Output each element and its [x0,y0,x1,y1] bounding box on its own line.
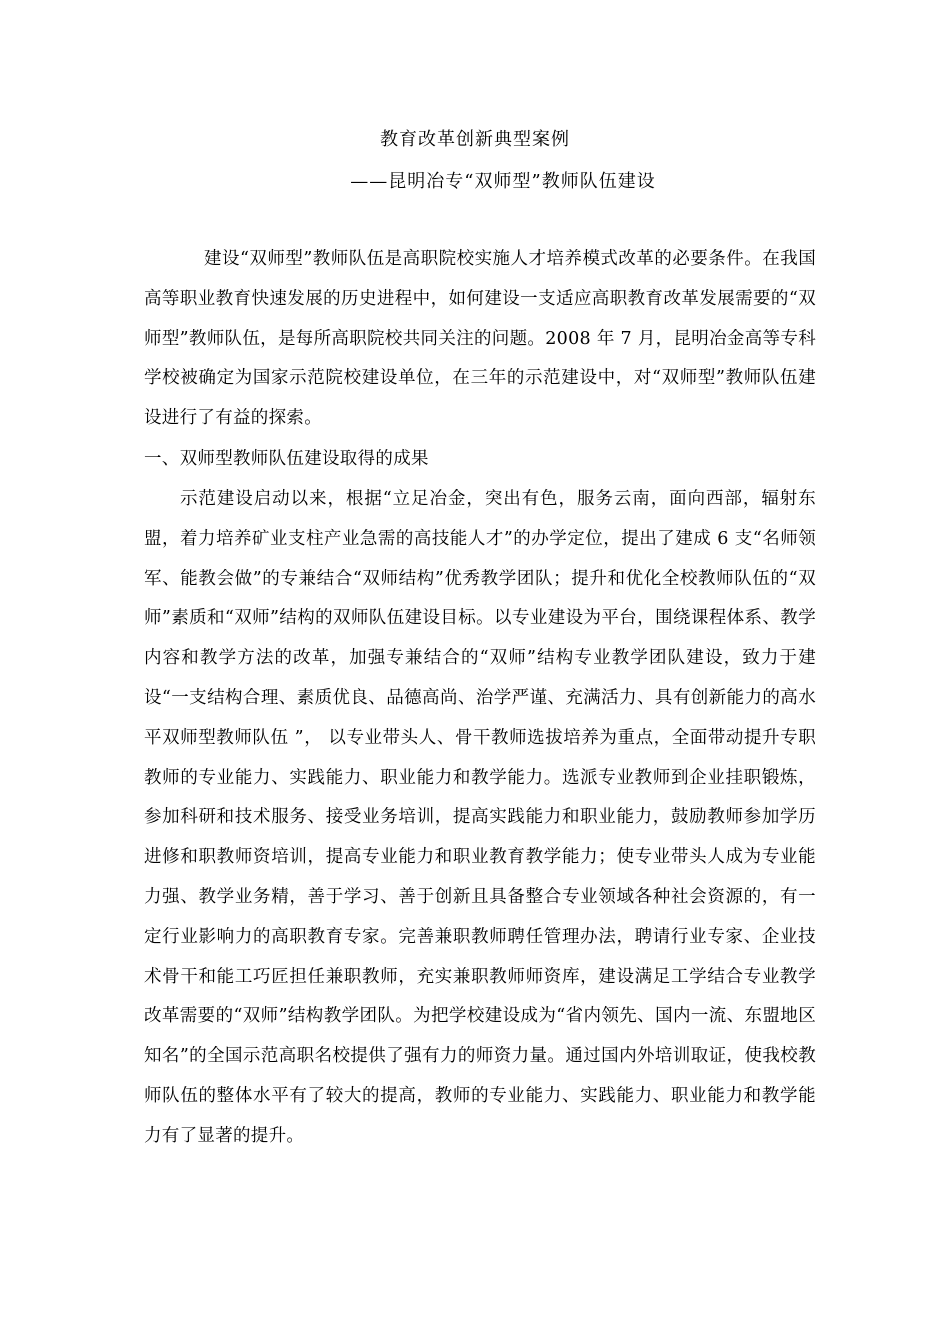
document-subtitle: ——昆明冶专“双师型”教师队伍建设 [350,171,656,192]
section-paragraph: 示范建设启动以来，根据“立足冶金，突出有色，服务云南，面向西部，辐射东盟，着力培养矿业支柱产业急需的高技能人才”的办学定位，提出了建成 6 支“名师领军、能教会做”的专兼结合“双师结构”优秀教学团队；提升和优化全校教师队伍的“双师”素质和“双师”结构的双师队伍建设目标。以专业建设为平台，围绕课程体系、教学内容和教学方法的改革，加强专兼结合的“双师”结构专业教学团队建设，致力于建设“一支结构合理、素质优良、品德高尚、治学严谨、充满活力、具有创新能力的高水平双师型教师队伍 ”， 以专业带头人、骨干教师选拔培养为重点，全面带动提升专职教师的专业能力、实践能力、职业能力和教学能力。选派专业教师到企业挂职锻炼，参加科研和技术服务、接受业务培训，提高实践能力和职业能力，鼓励教师参加学历进修和职教师资培训，提高专业能力和职业教育教学能力；使专业带头人成为专业能力强、教学业务精，善于学习、善于创新且具备整合专业领域各种社会资源的，有一定行业影响力的高职教育专家。完善兼职教师聘任管理办法，聘请行业专家、企业技术骨干和能工巧匠担任兼职教师，充实兼职教师师资库，建设满足工学结合专业教学改革需要的“双师”结构教学团队。为把学校建设成为“省内领先、国内一流、东盟地区知名”的全国示范高职名校提供了强有力的师资力量。通过国内外培训取证，使我校教师队伍的整体水平有了较大的提高，教师的专业能力、实践能力、职业能力和教学能力有了显著的提升。 [144,489,816,1146]
section-heading: 一、双师型教师队伍建设取得的成果 [144,449,429,469]
document-title: 教育改革创新典型案例 [380,129,570,150]
intro-paragraph: 建设“双师型”教师队伍是高职院校实施人才培养模式改革的必要条件。在我国高等职业教育快速发展的历史进程中，如何建设一支适应高职教育改革发展需要的“双师型”教师队伍，是每所高职院校共同关注的问题。2008 年 7 月，昆明冶金高等专科学校被确定为国家示范院校建设单位，在三年的示范建设中，对“双师型”教师队伍建设进行了有益的探索。 [144,249,816,429]
